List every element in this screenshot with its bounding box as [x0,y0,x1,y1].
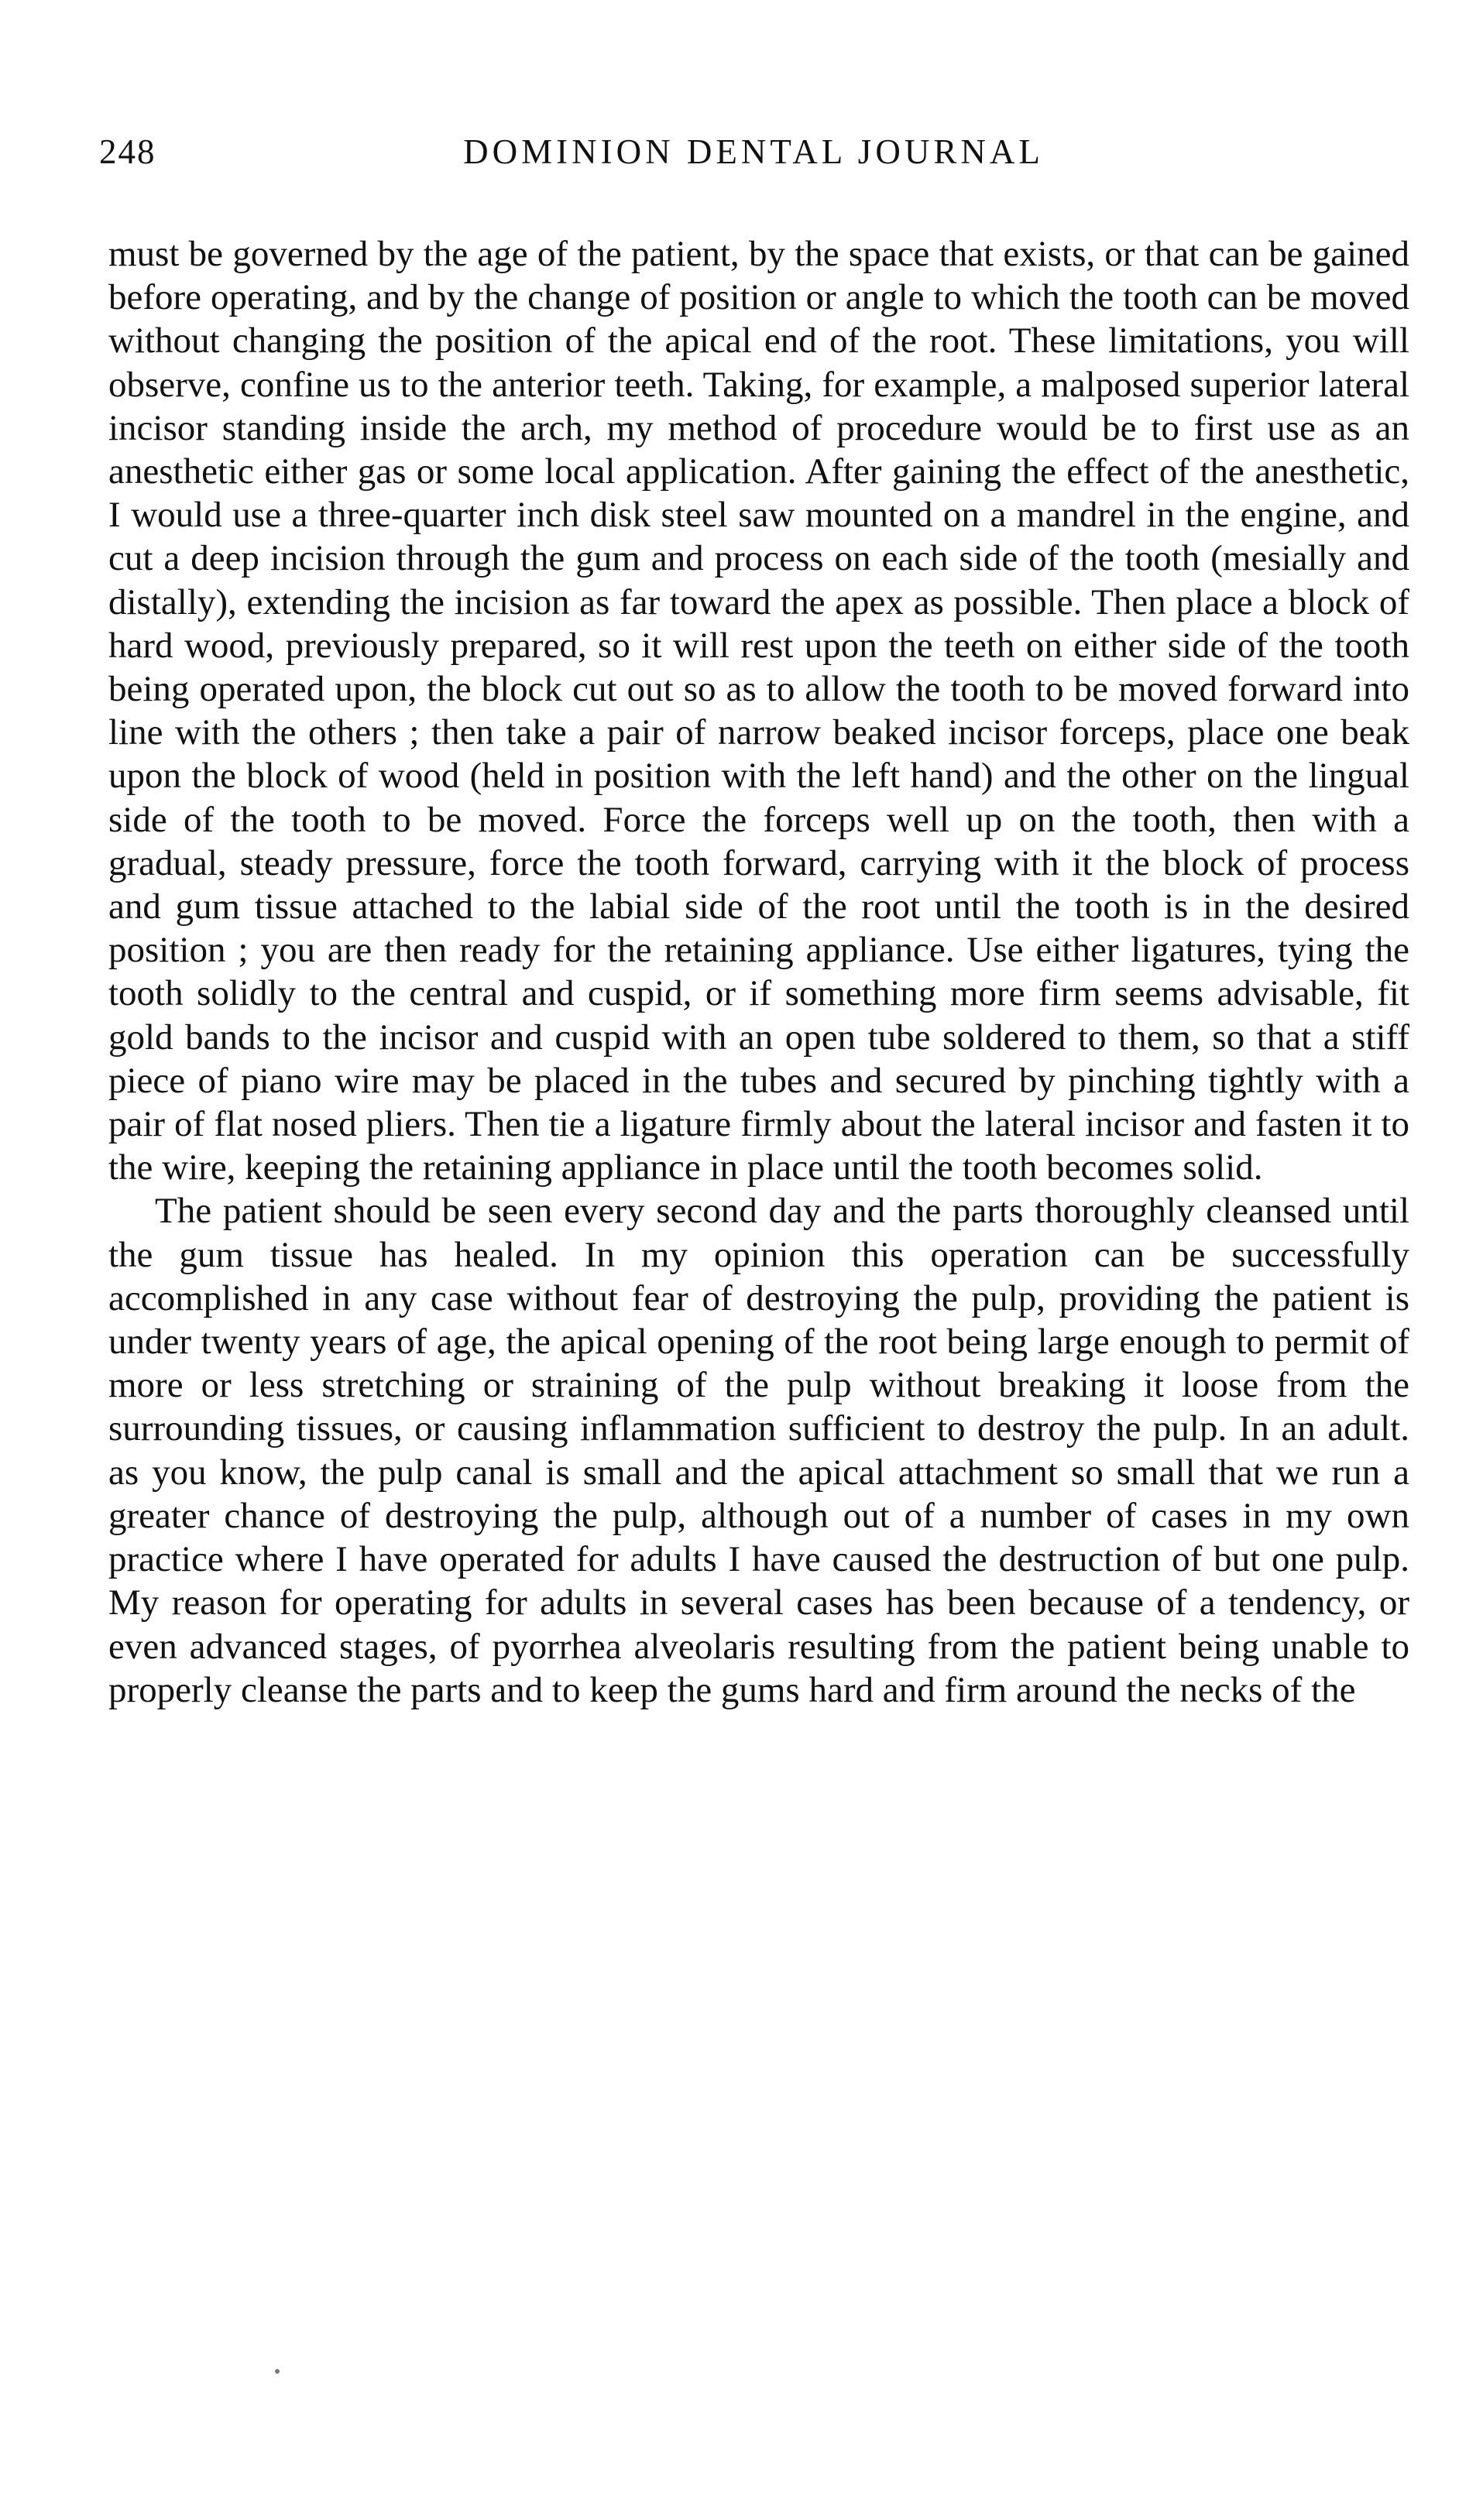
running-head [99,132,1408,186]
journal-title: DOMINION DENTAL JOURNAL [463,132,1044,171]
paragraph-continued: must be governed by the age of the patient, by the space that exists, or that can be gained before operating, and by the change of position or angle to which the tooth can be moved without changing the position of the apical end of the root. These limitations, you will observe, confine us to the anterior teeth. Taking, for example, a malposed superior lateral incisor standing inside the arch, my method of procedure would be to first use as an anesthetic either gas or some local application. After gaining the effect of the anesthetic, I would use a three-quarter inch disk steel saw mounted on a mandrel in the engine, and cut a deep incision through the gum and process on each side of the tooth (mesially and distally), extending the incision as far toward the apex as possible. Then place a block of hard wood, previously prepared, so it will rest upon the teeth on either side of the tooth being operated upon, the block cut out so as to allow the tooth to be moved forward into line with the others ; then take a pair of narrow beaked incisor forceps, place one beak upon the block of wood (held in position with the left hand) and the other on the lingual side of the tooth to be moved. Force the forceps well up on the tooth, then with a gradual, steady pressure, force the tooth forward, carrying with it the block of process and gum tissue attached to the labial side of the root until the tooth is in the desired position ; you are then ready for the retaining appliance. Use either ligatures, tying the tooth solidly to the central and cuspid, or if something more firm seems advisable, fit gold bands to the incisor and cuspid with an open tube soldered to them, so that a stiff piece of piano wire may be placed in the tubes and secured by pinching tightly with a pair of flat nosed pliers. Then tie a ligature firmly about the lateral incisor and fasten it to the wire, keeping the retaining appliance in place until the tooth becomes solid. [108,234,1409,1188]
body-text [108,232,1409,1712]
footer-dot-mark [275,2369,280,2374]
paragraph: The patient should be seen every second day and the parts thoroughly cleansed until the gum tissue has healed. In my opinion this operation can be successfully accomplished in any case without fear of destroying the pulp, providing the patient is under twenty years of age, the apical opening of the root being large enough to permit of more or less stretching or straining of the pulp without breaking it loose from the surrounding tissues, or causing inflammation sufficient to destroy the pulp. In an adult. as you know, the pulp canal is small and the apical attachment so small that we run a greater chance of destroying the pulp, although out of a number of cases in my own practice where I have operated for adults I have caused the destruction of but one pulp. My reason for operating for adults in several cases has been because of a tendency, or even advanced stages, of pyorrhea alveolaris resulting from the patient being unable to properly cleanse the parts and to keep the gums hard and firm around the necks of the [108,1191,1409,1710]
page-number: 248 [99,132,156,171]
